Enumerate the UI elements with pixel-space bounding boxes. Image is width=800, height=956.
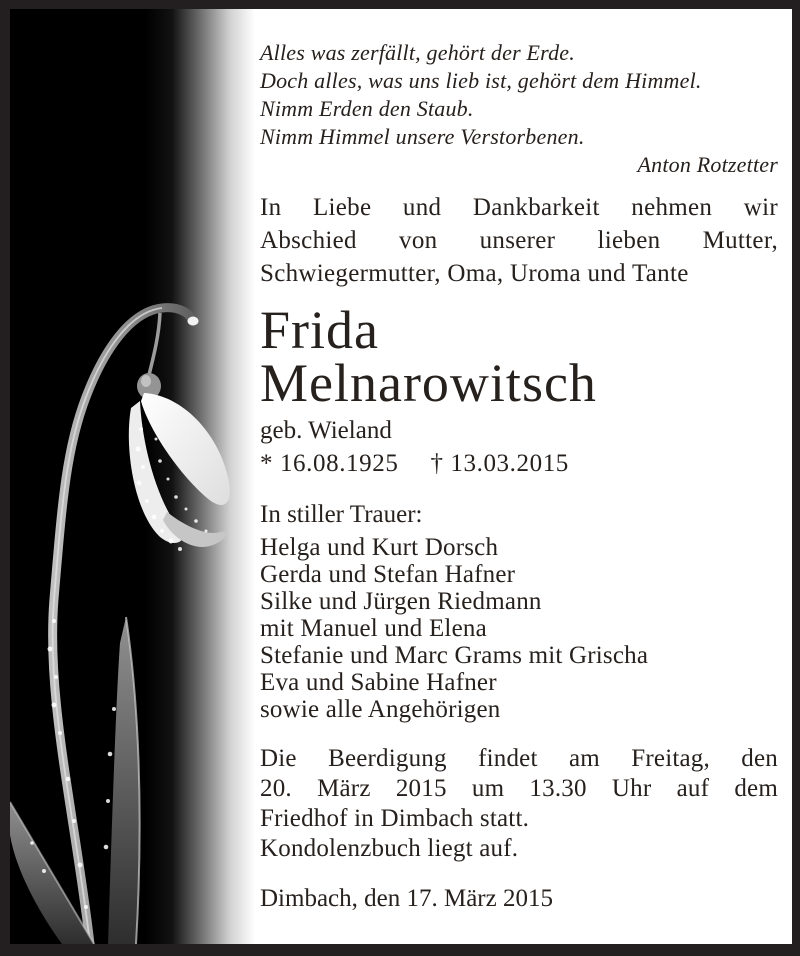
snowdrop-flower-illustration bbox=[10, 9, 255, 944]
intro-line: Schwiegermutter, Oma, Uroma und Tante bbox=[260, 260, 689, 287]
mourner-line: Silke und Jürgen Riedmann bbox=[260, 588, 542, 615]
poem bbox=[260, 39, 778, 179]
mourner-line: Stefanie und Marc Grams mit Grischa bbox=[260, 642, 649, 669]
snowdrop-photo bbox=[10, 9, 255, 944]
funeral-info bbox=[260, 744, 778, 864]
intro-line: Abschied von unserer lieben Mutter, bbox=[260, 227, 778, 254]
mourners-list bbox=[260, 534, 778, 723]
funeral-line: Kondolenzbuch liegt auf. bbox=[260, 835, 519, 862]
poem-author: Anton Rotzetter bbox=[637, 152, 778, 177]
poem-line: Doch alles, was uns lieb ist, gehört dem Himmel. bbox=[260, 68, 702, 93]
deceased-last-name: Melnarowitsch bbox=[260, 353, 597, 413]
poem-line: Nimm Himmel unsere Verstorbenen. bbox=[260, 124, 585, 149]
mourner-line: Eva und Sabine Hafner bbox=[260, 669, 497, 696]
funeral-line: Friedhof in Dimbach statt. bbox=[260, 805, 530, 832]
maiden-name: geb. Wieland bbox=[260, 417, 392, 444]
deceased-first-name: Frida bbox=[260, 300, 379, 360]
obituary-card bbox=[10, 9, 792, 944]
poem-line: Alles was zerfällt, gehört der Erde. bbox=[260, 40, 575, 65]
place-dateline: Dimbach, den 17. März 2015 bbox=[260, 885, 553, 912]
mourner-line: Helga und Kurt Dorsch bbox=[260, 534, 499, 561]
funeral-line: 20. März 2015 um 13.30 Uhr auf dem bbox=[260, 775, 778, 802]
birth-date: * 16.08.1925 bbox=[260, 450, 399, 477]
death-date: † 13.03.2015 bbox=[430, 450, 569, 477]
intro-paragraph bbox=[260, 191, 778, 290]
deceased-name bbox=[260, 300, 778, 413]
life-dates bbox=[260, 450, 778, 478]
mourner-line: mit Manuel und Elena bbox=[260, 615, 487, 642]
intro-line: In Liebe und Dankbarkeit nehmen wir bbox=[260, 194, 778, 221]
funeral-line: Die Beerdigung findet am Freitag, den bbox=[260, 745, 778, 772]
obituary-text-column bbox=[260, 9, 778, 913]
mourner-line: sowie alle Angehörigen bbox=[260, 696, 501, 723]
mourning-heading: In stiller Trauer: bbox=[260, 501, 423, 528]
poem-line: Nimm Erden den Staub. bbox=[260, 96, 474, 121]
mourner-line: Gerda und Stefan Hafner bbox=[260, 561, 516, 588]
